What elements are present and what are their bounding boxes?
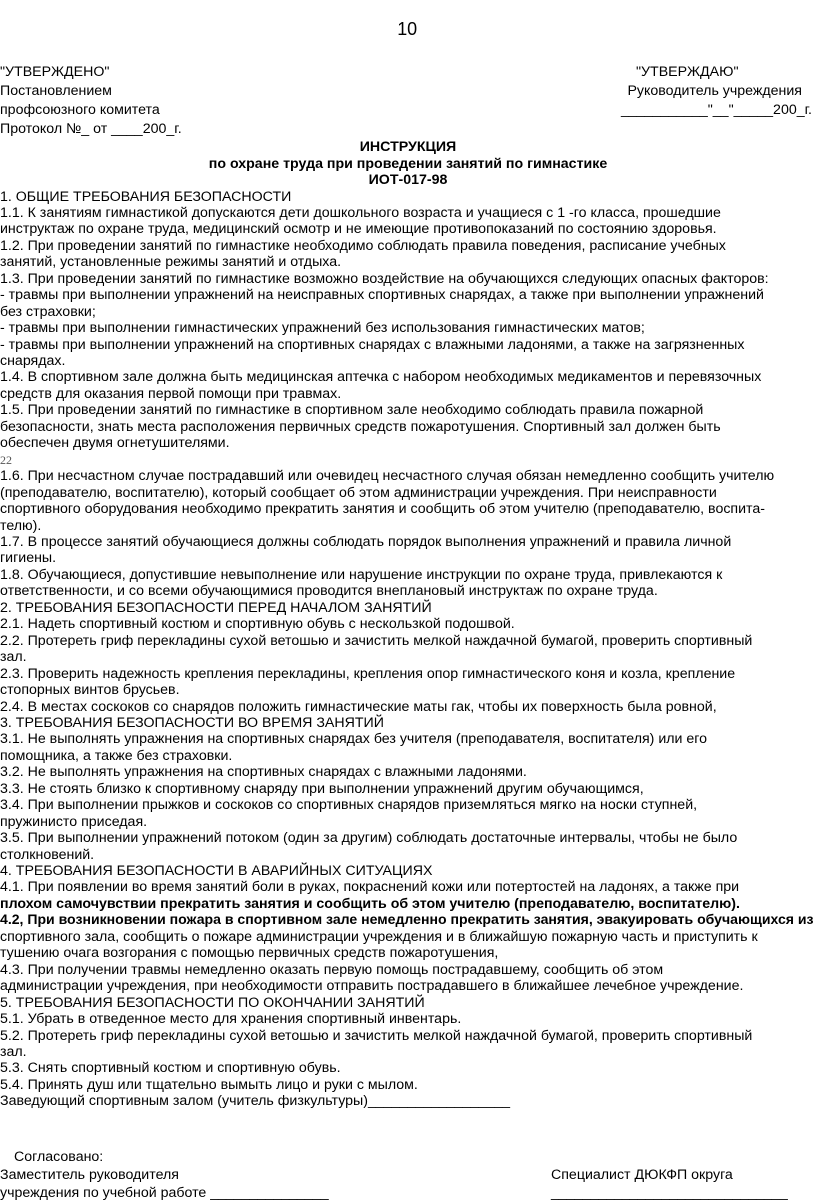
confirm-label: "УТВЕРЖДАЮ": [636, 64, 739, 80]
confirm-date: ___________"__"_____200_г.: [620, 102, 812, 118]
page-marker: 22: [0, 452, 12, 467]
body-line: 3. ТРЕБОВАНИЯ БЕЗОПАСНОСТИ ВО ВРЕМЯ ЗАНЯТИЙ: [0, 714, 384, 731]
body-line: 5.2. Протереть гриф перекладины сухой ветошью и зачистить мелкой наждачной бумагой, проверить спортивный: [0, 1027, 753, 1044]
body-line: 2. ТРЕБОВАНИЯ БЕЗОПАСНОСТИ ПЕРЕД НАЧАЛОМ ЗАНЯТИЙ: [0, 599, 432, 616]
title-line-2: по охране труда при проведении занятий по гимнастике: [208, 156, 608, 172]
body-line: 2.3. Проверить надежность крепления перекладины, крепления опор гимнастического коня и козла, крепление: [0, 665, 736, 682]
body-line: без страховки;: [0, 303, 96, 320]
specialist-signature-line: ______________________________: [551, 1185, 788, 1201]
body-line: безопасности, знать места расположения первичных средств пожаротушения. Спортивный зал должен быть: [0, 418, 721, 435]
body-line: спортивного зала, сообщить о пожаре администрации учреждения и в ближайшую пожарную часть и приступить к: [0, 928, 758, 945]
body-line: - травмы при выполнении упражнений на неисправных спортивных снарядах, а также при выполнении упражнений: [0, 287, 764, 304]
title-line-3: ИОТ-017-98: [368, 172, 448, 188]
body-line: 3.3. Не стоять близко к спортивному снаряду при выполнении упражнений другим обучающимся,: [0, 780, 644, 797]
approved-body: профсоюзного комитета: [0, 102, 160, 118]
body-line: столкновений.: [0, 846, 95, 863]
body-line: 2.4. В местах соскоков со снарядов положить гимнастические маты гак, чтобы их поверхность была ровной,: [0, 698, 717, 715]
body-line: 1.3. При проведении занятий по гимнастике возможно воздействие на обучающихся следующих опасных факторов:: [0, 270, 769, 287]
agreed-label: Согласовано:: [14, 1149, 104, 1165]
body-line: - травмы при выполнении упражнений на спортивных снарядах с влажными ладонями, а также на загрязненных: [0, 336, 745, 353]
body-line: помощника, а также без страховки.: [0, 747, 233, 764]
body-line: плохом самочувствии прекратить занятия и сообщить об этом учителю (преподавателю, воспитателю).: [0, 895, 740, 912]
body-line: 1.2. При проведении занятий по гимнастике необходимо соблюдать правила поведения, расписание учебных: [0, 237, 726, 254]
body-line: тушению очага возгорания с помощью первичных средств пожаротушения,: [0, 945, 499, 962]
body-line: пружинисто приседая.: [0, 813, 148, 830]
body-line: 1. ОБЩИЕ ТРЕБОВАНИЯ БЕЗОПАСНОСТИ: [0, 188, 292, 205]
body-line: зал.: [0, 1043, 27, 1060]
confirm-by: Руководитель учреждения: [627, 83, 802, 99]
body-line: Заведующий спортивным залом (учитель физкультуры)__________________: [0, 1093, 510, 1110]
body-line: 4. ТРЕБОВАНИЯ БЕЗОПАСНОСТИ В АВАРИЙНЫХ СИТУАЦИЯХ: [0, 863, 433, 879]
body-line: 2.1. Надеть спортивный костюм и спортивную обувь с нескользкой подошвой.: [0, 616, 515, 633]
body-line: телю).: [0, 517, 42, 534]
body-line: администрации учреждения, при необходимости отправить пострадавшего в ближайшее лечебное учреждение.: [0, 978, 744, 995]
body-line: снарядах.: [0, 353, 66, 369]
body-line: средств для оказания первой помощи при травмах.: [0, 385, 342, 402]
body-line: 1.8. Обучающиеся, допустившие невыполнение или нарушение инструкции по охране труда, привлекаются к: [0, 566, 723, 583]
deputy-title: Заместитель руководителя: [0, 1167, 179, 1183]
body-line: стопорных винтов брусьев.: [0, 682, 180, 698]
body-line: 4.2, При возникновении пожара в спортивном зале немедленно прекратить занятия, эвакуировать обучающихся из: [0, 912, 814, 929]
body-line: 5. ТРЕБОВАНИЯ БЕЗОПАСНОСТИ ПО ОКОНЧАНИИ ЗАНЯТИЙ: [0, 994, 425, 1011]
body-line: 4.3. При получении травмы немедленно оказать первую помощь пострадавшему, сообщить об этом: [0, 961, 664, 978]
body-line: зал.: [0, 649, 27, 666]
body-line: (преподавателю, воспитателю), который сообщает об этом администрации учреждения. При неисправности: [0, 484, 717, 501]
body-line: 3.5. При выполнении упражнений потоком (один за другим) соблюдать достаточные интервалы, чтобы не было: [0, 830, 738, 847]
body-line: 5.3. Снять спортивный костюм и спортивную обувь.: [0, 1060, 341, 1077]
body-line: 4.1. При появлении во время занятий боли в руках, покраснений кожи или потертостей на ладонях, а также при: [0, 879, 740, 896]
body-line: 5.4. Принять душ или тщательно вымыть лицо и руки с мылом.: [0, 1076, 418, 1093]
body-line: гигиены.: [0, 550, 57, 567]
body-line: 1.6. При несчастном случае пострадавший или очевидец несчастного случая обязан немедленно сообщить учителю: [0, 468, 775, 485]
approved-protocol: Протокол №_ от ____200_г.: [0, 121, 182, 137]
body-line: обеспечен двумя огнетушителями.: [0, 435, 230, 452]
body-line: 3.4. При выполнении прыжков и соскоков со спортивных снарядов приземляться мягко на носки ступней,: [0, 797, 698, 814]
body-line: 2.2. Протереть гриф перекладины сухой ветошью и зачистить мелкой наждачной бумагой, проверить спортивный: [0, 632, 753, 649]
body-line: ответственности, и со всеми обучающимися проводится внеплановый инструктаж по охране труда.: [0, 583, 658, 600]
specialist-title: Специалист ДЮКФП округа: [551, 1167, 733, 1183]
page-number: 10: [397, 19, 418, 39]
approved-label: "УТВЕРЖДЕНО": [0, 64, 110, 80]
body-line: 3.1. Не выполнять упражнения на спортивных снарядах без учителя (преподавателя, воспитателя) или его: [0, 731, 708, 748]
body-line: 3.2. Не выполнять упражнения на спортивных снарядах с влажными ладонями.: [0, 764, 527, 781]
body-line: спортивного оборудования необходимо прекратить занятия и сообщить об этом учителю (преподавателю, воспита-: [0, 501, 765, 517]
body-line: 1.1. К занятиям гимнастикой допускаются дети дошкольного возраста и учащиеся с 1 -го класса, прошедшие: [0, 204, 721, 221]
body-line: - травмы при выполнении гимнастических упражнений без использования гимнастических матов;: [0, 320, 645, 337]
body-line: 1.7. В процессе занятий обучающиеся должны соблюдать порядок выполнения упражнений и правила личной: [0, 533, 732, 550]
body-line: 5.1. Убрать в отведенное место для хранения спортивный инвентарь.: [0, 1011, 462, 1027]
approved-by: Постановлением: [0, 83, 112, 99]
deputy-signature-line: учреждения по учебной работе _______________: [0, 1185, 329, 1201]
body-line: 1.5. При проведении занятий по гимнастике в спортивном зале необходимо соблюдать правила пожарной: [0, 402, 704, 419]
body-line: занятий, установленные режимы занятий и отдыха.: [0, 254, 342, 271]
body-line: 1.4. В спортивном зале должна быть медицинская аптечка с набором необходимых медикаментов и перевязочных: [0, 369, 762, 386]
body-line: инструктаж по охране труда, медицинский осмотр и не имеющие противопоказаний по состоянию здоровья.: [0, 221, 717, 238]
title-line-1: ИНСТРУКЦИЯ: [359, 139, 457, 155]
